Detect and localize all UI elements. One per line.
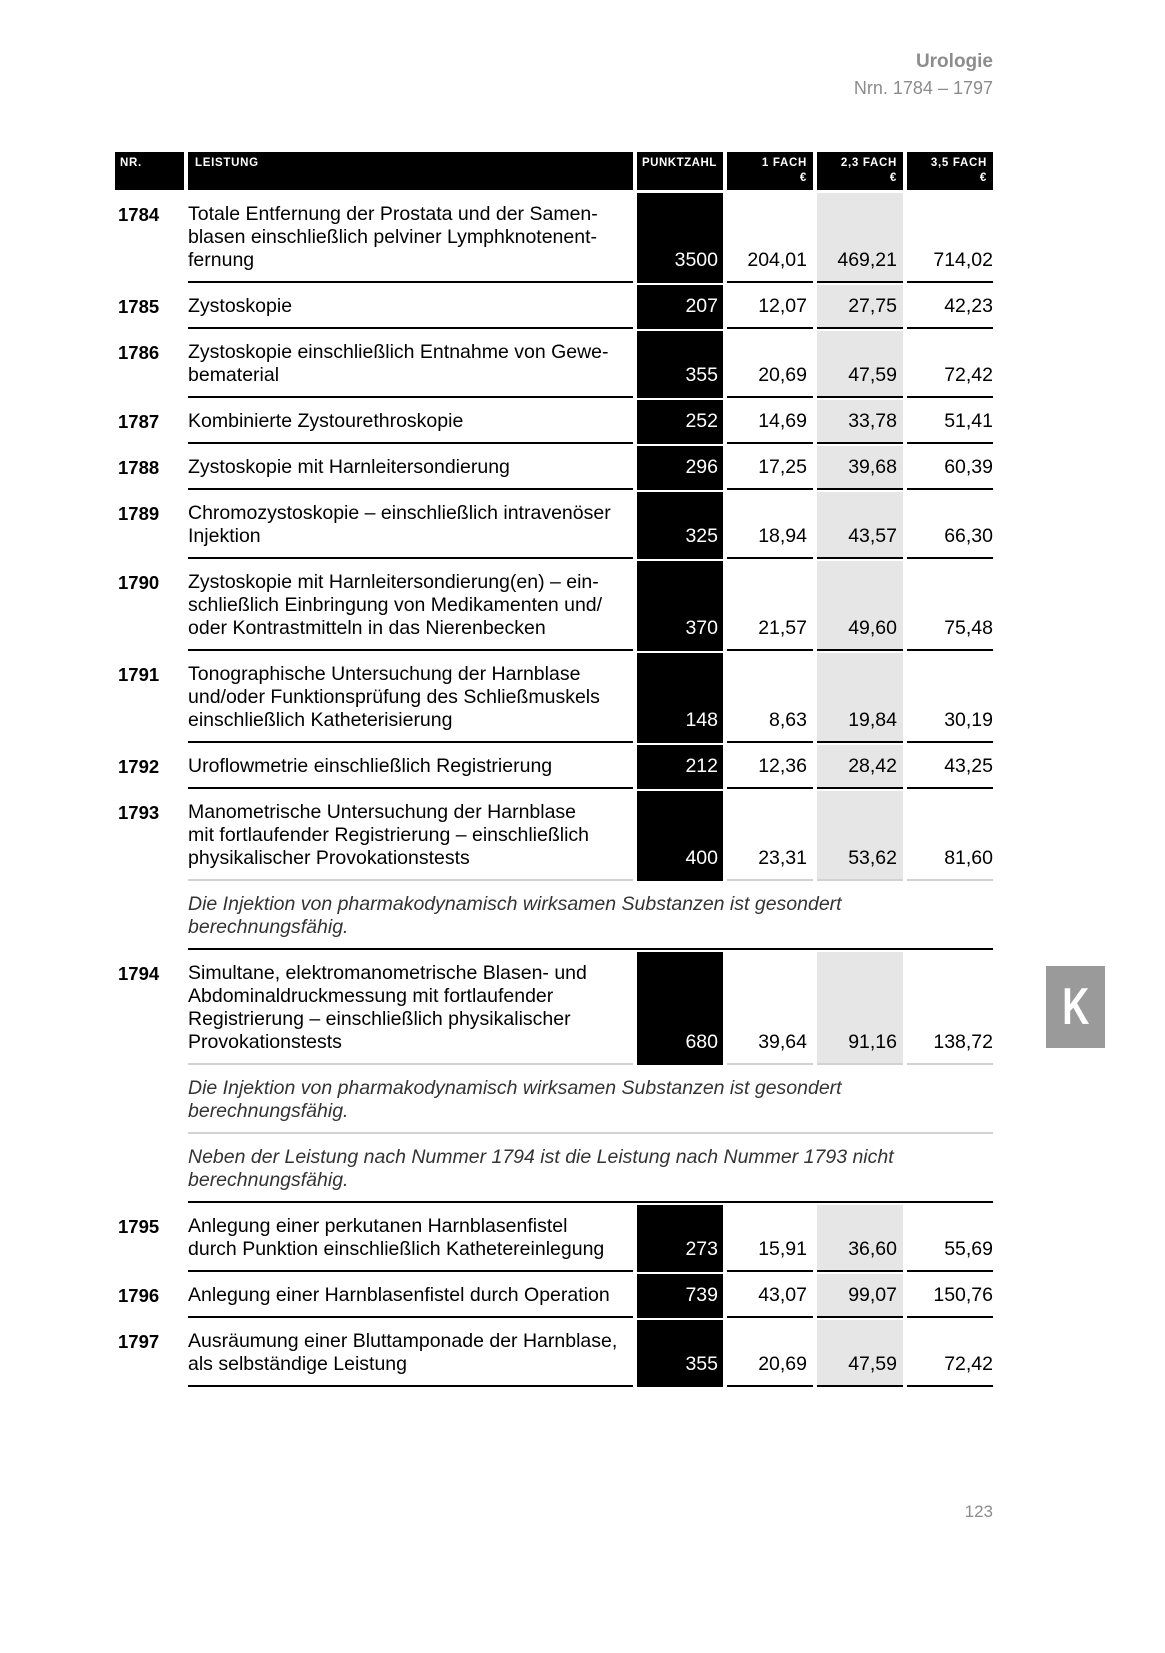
column-header-unit: €: [889, 172, 897, 184]
points-value: 325: [637, 492, 723, 559]
service-description: [188, 791, 633, 881]
fee-1x-value: 23,31: [727, 791, 813, 881]
fee-1x-value: 14,69: [727, 400, 813, 444]
service-description: [188, 952, 633, 1065]
table-row: [115, 1320, 993, 1387]
description-line: Injektion: [188, 525, 261, 547]
service-description: [188, 331, 633, 398]
fee-3-5x-value: 66,30: [907, 492, 993, 559]
service-description: [188, 745, 633, 789]
table-row: [115, 446, 993, 490]
fee-2-3x-value: 19,84: [817, 653, 903, 743]
fee-3-5x-value: 42,23: [907, 285, 993, 329]
fee-1x-value: 21,57: [727, 561, 813, 651]
column-header-punktzahl: PUNKTZAHL: [637, 152, 723, 190]
description-line: einschließlich Katheterisierung: [188, 709, 453, 731]
fee-2-3x-value: 36,60: [817, 1205, 903, 1272]
description-line: physikalischer Provokationstests: [188, 847, 470, 869]
service-description: [188, 400, 633, 444]
fee-2-3x-value: 28,42: [817, 745, 903, 789]
row-number: 1793: [118, 802, 160, 823]
points-value: 296: [637, 446, 723, 490]
table-row: [115, 952, 993, 1065]
description-line: Tonographische Untersuchung der Harnblase: [188, 663, 581, 685]
description-line: Manometrische Untersuchung der Harnblase: [188, 801, 577, 823]
fee-3-5x-value: 150,76: [907, 1274, 993, 1318]
table-row: [115, 285, 993, 329]
column-header-label: 2,3 FACH: [840, 157, 897, 169]
row-number: 1786: [118, 342, 160, 363]
description-line: Ausräumung einer Bluttamponade der Harnblase,: [188, 1330, 618, 1352]
description-line: oder Kontrastmitteln in das Nierenbecken: [188, 617, 546, 639]
row-number: 1785: [118, 296, 160, 317]
table-row: [115, 653, 993, 743]
description-line: Uroflowmetrie einschließlich Registrierung: [188, 755, 553, 777]
points-value: 207: [637, 285, 723, 329]
row-number: 1790: [118, 572, 160, 593]
description-line: Zystoskopie mit Harnleitersondierung: [188, 456, 510, 478]
description-line: durch Punktion einschließlich Kathetereinlegung: [188, 1238, 605, 1260]
fee-1x-value: 12,07: [727, 285, 813, 329]
fee-1x-value: 20,69: [727, 1320, 813, 1387]
fee-1x-value: 20,69: [727, 331, 813, 398]
fee-3-5x-value: 72,42: [907, 331, 993, 398]
table-row: [115, 791, 993, 881]
service-description: [188, 193, 633, 283]
description-line: Provokationstests: [188, 1031, 342, 1053]
points-value: 252: [637, 400, 723, 444]
fee-1x-value: 43,07: [727, 1274, 813, 1318]
row-number: 1788: [118, 457, 160, 478]
fee-2-3x-value: 27,75: [817, 285, 903, 329]
points-value: 355: [637, 1320, 723, 1387]
description-line: blasen einschließlich pelviner Lymphknotenent-: [188, 226, 598, 248]
description-line: Anlegung einer perkutanen Harnblasenfistel: [188, 1215, 568, 1237]
row-number: 1791: [118, 664, 160, 685]
fee-2-3x-value: 99,07: [817, 1274, 903, 1318]
description-line: Zystoskopie: [188, 295, 293, 317]
row-number: 1792: [118, 756, 160, 777]
note-line: berechnungsfähig.: [188, 916, 349, 938]
fee-2-3x-value: 49,60: [817, 561, 903, 651]
fee-3-5x-value: 714,02: [907, 193, 993, 283]
service-description: [188, 1205, 633, 1272]
service-description: [188, 653, 633, 743]
note-line: berechnungsfähig.: [188, 1100, 349, 1122]
row-number: 1784: [118, 204, 160, 225]
column-header-unit: €: [979, 172, 987, 184]
row-number: 1796: [118, 1285, 160, 1306]
description-line: fernung: [188, 249, 255, 271]
description-line: bematerial: [188, 364, 280, 386]
points-value: 355: [637, 331, 723, 398]
column-header-fach-1: [727, 152, 813, 190]
fee-2-3x-value: 47,59: [817, 1320, 903, 1387]
row-number: 1794: [118, 963, 160, 984]
table-header: [115, 152, 993, 190]
note-row: [188, 1067, 993, 1134]
fee-3-5x-value: 43,25: [907, 745, 993, 789]
points-value: 148: [637, 653, 723, 743]
fee-1x-value: 17,25: [727, 446, 813, 490]
table-row: [115, 1274, 993, 1318]
section-tab-letter: K: [1061, 978, 1090, 1036]
table-row: [115, 561, 993, 651]
column-header-unit: €: [799, 172, 807, 184]
fee-2-3x-value: 47,59: [817, 331, 903, 398]
row-number: 1795: [118, 1216, 160, 1237]
row-number: 1787: [118, 411, 160, 432]
fee-2-3x-value: 469,21: [817, 193, 903, 283]
fee-2-3x-value: 39,68: [817, 446, 903, 490]
table-row: [115, 745, 993, 789]
description-line: Zystoskopie einschließlich Entnahme von Gewe-: [188, 341, 609, 363]
row-number: 1789: [118, 503, 160, 524]
fee-1x-value: 18,94: [727, 492, 813, 559]
column-header-nr: NR.: [115, 152, 184, 190]
fee-3-5x-value: 51,41: [907, 400, 993, 444]
description-line: Kombinierte Zystourethroskopie: [188, 410, 464, 432]
points-value: 273: [637, 1205, 723, 1272]
note-row: [188, 883, 993, 950]
page-number: 123: [964, 1502, 993, 1521]
fee-table: [115, 152, 993, 1389]
column-header-label: 3,5 FACH: [930, 157, 987, 169]
fee-3-5x-value: 55,69: [907, 1205, 993, 1272]
table-row: [115, 331, 993, 398]
fee-3-5x-value: 138,72: [907, 952, 993, 1065]
description-line: Anlegung einer Harnblasenfistel durch Operation: [188, 1284, 610, 1306]
description-line: und/oder Funktionsprüfung des Schließmuskels: [188, 686, 600, 708]
service-description: [188, 492, 633, 559]
points-value: 739: [637, 1274, 723, 1318]
fee-3-5x-value: 81,60: [907, 791, 993, 881]
service-description: [188, 561, 633, 651]
row-number: 1797: [118, 1331, 160, 1352]
fee-1x-value: 8,63: [727, 653, 813, 743]
description-line: Zystoskopie mit Harnleitersondierung(en) – ein-: [188, 571, 599, 593]
fee-1x-value: 12,36: [727, 745, 813, 789]
points-value: 680: [637, 952, 723, 1065]
section-tab: [1046, 966, 1105, 1048]
points-value: 212: [637, 745, 723, 789]
fee-1x-value: 15,91: [727, 1205, 813, 1272]
note-line: Neben der Leistung nach Nummer 1794 ist die Leistung nach Nummer 1793 nicht: [188, 1146, 894, 1168]
description-line: Chromozystoskopie – einschließlich intravenöser: [188, 502, 611, 524]
fee-3-5x-value: 60,39: [907, 446, 993, 490]
section-title: Urologie: [915, 51, 993, 72]
fee-1x-value: 39,64: [727, 952, 813, 1065]
description-line: schließlich Einbringung von Medikamenten und/: [188, 594, 603, 616]
service-description: [188, 446, 633, 490]
points-value: 370: [637, 561, 723, 651]
points-value: 3500: [637, 193, 723, 283]
description-line: mit fortlaufender Registrierung – einschließlich: [188, 824, 590, 846]
column-header-fach-3-5: [907, 152, 993, 190]
table-row: [115, 400, 993, 444]
table-row: [115, 193, 993, 283]
description-line: Totale Entfernung der Prostata und der Samen-: [188, 203, 598, 225]
fee-2-3x-value: 33,78: [817, 400, 903, 444]
note-line: Die Injektion von pharmakodynamisch wirksamen Substanzen ist gesondert: [188, 893, 842, 915]
table-row: [115, 492, 993, 559]
column-header-label: 1 FACH: [761, 157, 807, 169]
description-line: Abdominaldruckmessung mit fortlaufender: [188, 985, 554, 1007]
note-line: berechnungsfähig.: [188, 1169, 349, 1191]
note-row: [188, 1136, 993, 1203]
points-value: 400: [637, 791, 723, 881]
fee-2-3x-value: 43,57: [817, 492, 903, 559]
fee-2-3x-value: 91,16: [817, 952, 903, 1065]
fee-2-3x-value: 53,62: [817, 791, 903, 881]
column-header-leistung: LEISTUNG: [188, 152, 633, 190]
column-header-fach-2-3: [817, 152, 903, 190]
section-number-range: Nrn. 1784 – 1797: [853, 78, 993, 98]
fee-3-5x-value: 75,48: [907, 561, 993, 651]
note-line: Die Injektion von pharmakodynamisch wirksamen Substanzen ist gesondert: [188, 1077, 842, 1099]
description-line: als selbständige Leistung: [188, 1353, 407, 1375]
fee-3-5x-value: 72,42: [907, 1320, 993, 1387]
service-description: [188, 1274, 633, 1318]
description-line: Registrierung – einschließlich physikalischer: [188, 1008, 571, 1030]
service-description: [188, 285, 633, 329]
description-line: Simultane, elektromanometrische Blasen- und: [188, 962, 587, 984]
fee-3-5x-value: 30,19: [907, 653, 993, 743]
service-description: [188, 1320, 633, 1387]
fee-1x-value: 204,01: [727, 193, 813, 283]
table-row: [115, 1205, 993, 1272]
